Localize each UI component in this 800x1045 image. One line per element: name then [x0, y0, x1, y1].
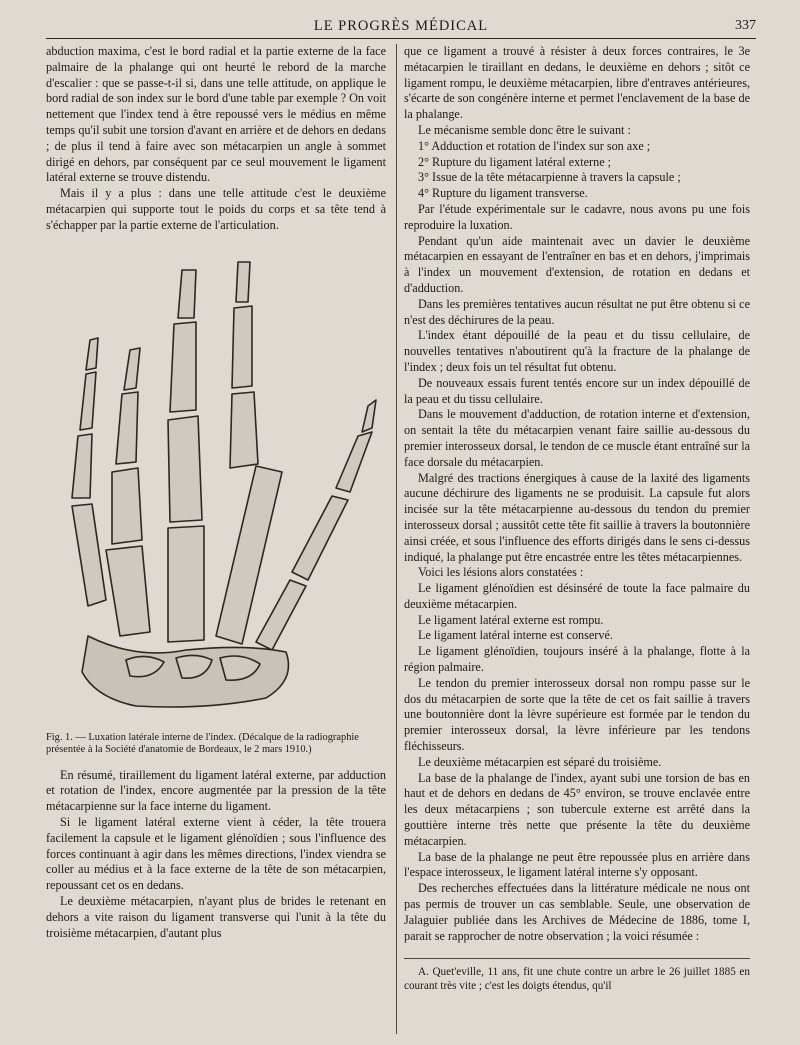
paragraph: Si le ligament latéral externe vient à céder, la tête trouera facilement la capsule et le ligament glénoïdien ; sous l'influence des forces continuant à agir dans les mêmes directions, l'index viendra se coller au médius et à la face externe de la tête de son métacarpien, repoussant cet os en dedans.	[46, 814, 386, 893]
paragraph: abduction maxima, c'est le bord radial et la partie externe de la face palmaire de la phalange qui ont heurté le rebord de la marche d'escalier : que se passe-t-il si, dans une telle attitude, on applique le bord radial de son index sur le bord d'une table par exemple ? On voit nettement que l'index tend à être repoussé vers le médius en même temps qu'il subit une torsion d'avant en arrière et de dehors en dedans ; de plus il tend à faire avec son métacarpien un angle à sommet dirigé en dehors, par conséquent par ce seul mouvement le ligament latéral externe se trouve distendu.	[46, 44, 386, 185]
paragraph: Mais il y a plus : dans une telle attitude c'est le deuxième métacarpien qui supporte tout le poids du corps et sa tête tend à s'échapper par la partie externe de l'articulation.	[46, 186, 386, 232]
paragraph: De nouveaux essais furent tentés encore sur un index dépouillé de la peau et du tissu cellulaire.	[404, 375, 750, 406]
page-header	[46, 16, 756, 39]
paragraph: Le ligament latéral externe est rompu.	[418, 612, 604, 627]
paragraph: Le ligament glénoïdien, toujours inséré à la phalange, flotte à la région palmaire.	[404, 644, 750, 675]
figure-caption: Fig. 1. — Luxation latérale interne de l'index. (Décalque de la radiographie présentée à la Société d'anatomie de Bordeaux, le 2 mars 1910.)	[46, 731, 359, 755]
paragraph: Dans le mouvement d'adduction, de rotation interne et d'extension, on sentait la tête du métacarpien venant faire saillie au-dessous du premier interosseux dorsal, le tendon de ce muscle étant entraîné sur la face dorsale du métacarpien.	[404, 407, 750, 469]
right-column	[404, 44, 750, 993]
paragraph: Le ligament latéral interne est conservé.	[418, 628, 613, 643]
left-column	[46, 44, 386, 941]
list-item: 2° Rupture du ligament latéral externe ;	[418, 154, 612, 169]
paragraph: La base de la phalange ne peut être repoussée plus en arrière dans l'espace interosseux, le ligament latéral interne s'y opposant.	[404, 849, 750, 880]
paragraph: Le tendon du premier interosseux dorsal non rompu passe sur le dos du métacarpien de sorte que la tête de cet os fait saillie à travers une boutonnière dont la lèvre supérieure est formée par le tendon du premier interosseux dorsal, la lèvre inférieure par les tendons fléchisseurs.	[404, 675, 750, 754]
paragraph: Le deuxième métacarpien est séparé du troisième.	[418, 754, 662, 769]
hand-xray-figure	[46, 240, 386, 728]
paragraph: L'index étant dépouillé de la peau et du tissu cellulaire, de nouvelles tentatives n'aboutirent qu'à la fracture de la phalange de l'index ; deux fois un tel résultat fut obtenu.	[404, 328, 750, 374]
hand-bones-drawing	[46, 240, 386, 728]
paragraph: Malgré des tractions énergiques à cause de la laxité des ligaments aucune déchirure des ligaments ne se produisit. La capsule fut alors incisée sur la tête métacarpienne au-dessous du tendon du premier interosseux dorsal ; aussitôt cette tête fit saillie à travers la boutonnière ainsi créée, et sous l'influence des efforts dirigés dans le sens ci-dessus indiqué, la phalange put être encastrée entre les têtes métacarpiennes.	[404, 470, 750, 564]
paragraph: Pendant qu'un aide maintenait avec un davier le deuxième métacarpien en essayant de l'entraîner en bas et en dehors, j'imprimais à l'index un mouvement d'extension, de rotation en dedans et d'adduction.	[404, 233, 750, 295]
paragraph: Le mécanisme semble donc être le suivant :	[418, 122, 631, 137]
list-item: 1° Adduction et rotation de l'index sur son axe ;	[418, 138, 651, 153]
paragraph: que ce ligament a trouvé à résister à deux forces contraires, le 3e métacarpien le tiraillant en dedans, le deuxième en dehors ; sitôt ce ligament rompu, le deuxième métacarpien, libre d'entraves antérieures, s'écarte de son congénère interne et permet l'enclavement de la base de la phalange.	[404, 44, 750, 122]
case-report: A. Quet'eville, 11 ans, fit une chute contre un arbre le 26 juillet 1885 en courant très vite ; c'est les doigts étendus, qu'il	[404, 966, 750, 993]
paragraph: Voici les lésions alors constatées :	[418, 565, 584, 580]
section-divider	[404, 958, 750, 959]
paragraph: Dans les premières tentatives aucun résultat ne put être obtenu si ce n'est des déchirures de la peau.	[404, 296, 750, 327]
paragraph: Par l'étude expérimentale sur le cadavre, nous avons pu une fois reproduire la luxation.	[404, 201, 750, 232]
paragraph: Des recherches effectuées dans la littérature médicale ne nous ont pas permis de trouver un cas semblable. Seule, une observation de Jalaguier publiée dans les Archives de Médecine de 1886, tome I, parait se rapprocher de notre observation ; la voici résumée :	[404, 881, 750, 943]
list-item: 4° Rupture du ligament transverse.	[418, 186, 588, 201]
paragraph: Le ligament glénoïdien est désinséré de toute la face palmaire du deuxième métacarpien.	[404, 581, 750, 611]
list-item: 3° Issue de la tête métacarpienne à travers la capsule ;	[418, 170, 681, 185]
column-divider	[396, 44, 397, 1034]
paragraph: En résumé, tiraillement du ligament latéral externe, par adduction et rotation de l'index, encore augmentée par la pression de la tête métacarpienne sur la face interne du ligament.	[46, 767, 386, 814]
journal-title: LE PROGRÈS MÉDICAL	[313, 18, 489, 34]
mechanism-list	[404, 139, 750, 202]
paragraph: La base de la phalange de l'index, ayant subi une torsion de bas en haut et de dehors en dedans de 45° environ, se trouve enclavée entre les deux métacarpiens ; son tubercule externe est arrêté dans la gouttière interne très nette que présente la tête du deuxième métacarpien.	[404, 770, 750, 848]
paragraph: Le deuxième métacarpien, n'ayant plus de brides le retenant en dehors a vite raison du ligament transverse qui l'unit à la tête du troisième métacarpien, d'autant plus	[46, 893, 386, 940]
page-number: 337	[735, 18, 756, 33]
